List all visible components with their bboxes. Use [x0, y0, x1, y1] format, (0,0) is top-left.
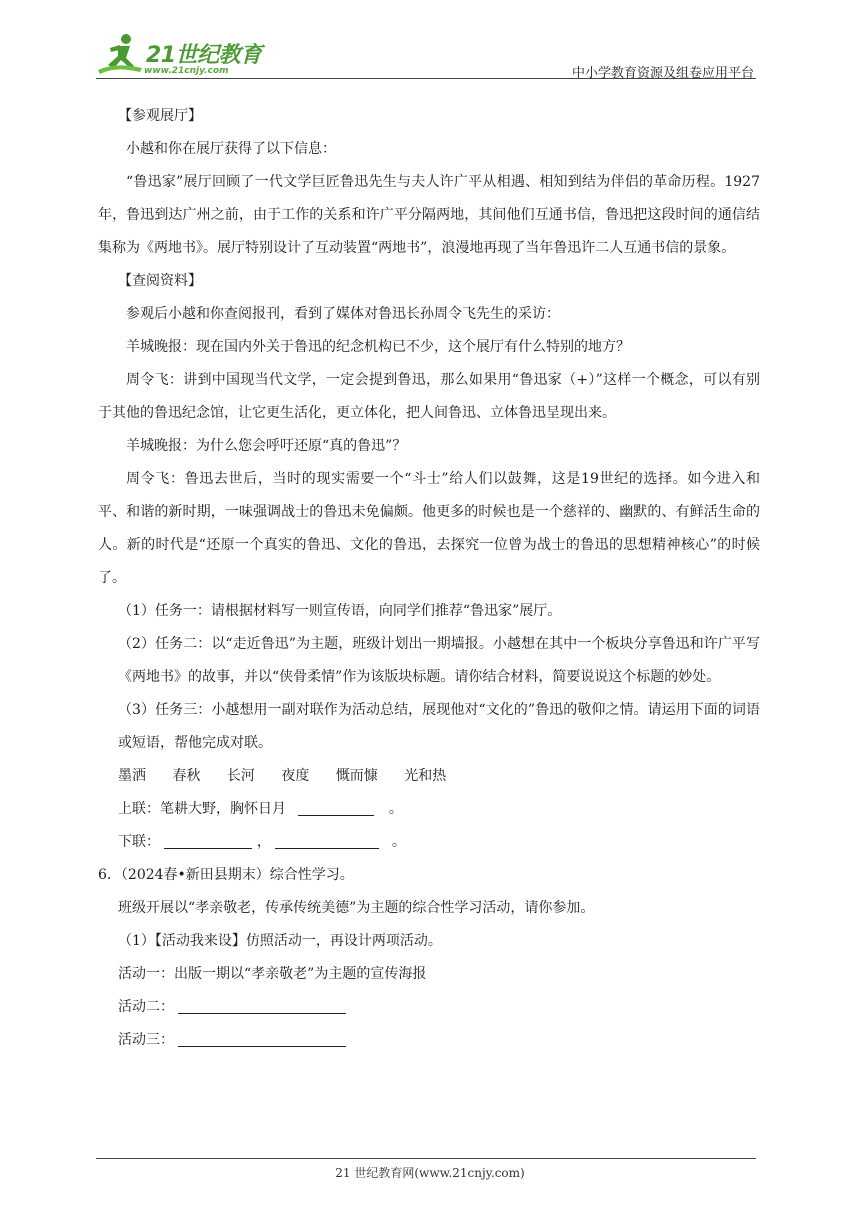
interview-answer-2: 周令飞：鲁迅去世后，当时的现实需要一个“斗士”给人们以鼓舞，这是19世纪的选择。如今进入和平、和谐的新时期，一味强调战士的鲁迅未免偏颇。他更多的时候也是一个慈祥的、幽默的、有鲜活生命的人。新的时代是“还原一个真实的鲁迅、文化的鲁迅，去探究一位曾为战士的鲁迅的思想精神核心”的时候了。	[98, 471, 760, 586]
activity-2	[98, 991, 760, 1024]
runner-logo-icon	[96, 32, 144, 76]
question-6-intro: 班级开展以“孝亲敬老，传承传统美德”为主题的综合性学习活动，请你参加。	[118, 900, 595, 916]
task-1: （1）任务一：请根据材料写一则宣传语，向同学们推荐“鲁迅家”展厅。	[118, 603, 562, 619]
couplet-lower-label: 下联：	[118, 834, 160, 850]
header-platform-text: 中小学教育资源及组卷应用平台	[571, 66, 754, 81]
activity-3	[98, 1024, 760, 1057]
visit-intro: 小越和你在展厅获得了以下信息：	[126, 141, 336, 157]
couplet-upper-end: 。	[388, 801, 403, 817]
task-3: （3）任务三：小越想用一副对联作为活动总结，展现他对“文化的”鲁迅的敬仰之情。请运用下面的词语或短语，帮他完成对联。	[118, 702, 760, 751]
interview-question-2: 羊城晚报：为什么您会呼吁还原“真的鲁迅”？	[126, 438, 407, 454]
couplet-upper-label: 上联：笔耕大野，胸怀日月	[118, 801, 286, 817]
question-6-sub1: （1）【活动我来设】仿照活动一，再设计两项活动。	[118, 933, 442, 949]
activity-2-label: 活动二：	[118, 999, 174, 1015]
word-list	[98, 760, 760, 793]
activity-2-blank[interactable]	[178, 995, 346, 1014]
word-item: 光和热	[404, 768, 447, 784]
research-heading: 【查阅资料】	[118, 273, 202, 289]
header-divider	[96, 78, 756, 79]
couplet-upper-blank[interactable]	[298, 797, 374, 816]
visit-heading: 【参观展厅】	[118, 108, 202, 124]
page-header	[96, 30, 756, 80]
interview-answer-1: 周令飞：讲到中国现当代文学，一定会提到鲁迅，那么如果用“鲁迅家（+）”这样一个概念，可以有别于其他的鲁迅纪念馆，让它更生活化，更立体化，把人间鲁迅、立体鲁迅呈现出来。	[98, 372, 760, 421]
couplet-lower-blank-1[interactable]	[164, 830, 252, 849]
logo	[96, 32, 266, 76]
couplet-lower-comma: ，	[256, 834, 271, 850]
word-item: 春秋	[172, 768, 201, 784]
logo-title: 21世纪教育	[146, 43, 262, 68]
activity-3-blank[interactable]	[178, 1028, 346, 1047]
word-item: 墨洒	[118, 768, 146, 784]
task-2: （2）任务二：以“走近鲁迅”为主题，班级计划出一期墙报。小越想在其中一个板块分享鲁迅和许广平写《两地书》的故事，并以“侠骨柔情”作为该版块标题。请你结合材料，简要说说这个标题的妙处。	[118, 636, 760, 685]
couplet-lower-blank-2[interactable]	[275, 830, 379, 849]
footer-divider	[96, 1158, 756, 1159]
visit-text: “鲁迅家”展厅回顾了一代文学巨匠鲁迅先生与夫人许广平从相遇、相知到结为伴侣的革命历程。1927年，鲁迅到达广州之前，由于工作的关系和许广平分隔两地，其间他们互通书信，鲁迅把这段时间的通信结集称为《两地书》。展厅特别设计了互动装置“两地书”，浪漫地再现了当年鲁迅许二人互通书信的景象。	[98, 174, 760, 256]
couplet-lower-end: 。	[391, 834, 406, 850]
logo-url: www.21cnjy.com	[144, 66, 229, 76]
activity-1: 活动一：出版一期以“孝亲敬老”为主题的宣传海报	[118, 966, 427, 982]
couplet-lower	[98, 826, 760, 859]
page-footer: 21 世纪教育网(www.21cnjy.com)	[335, 1166, 525, 1180]
word-item: 长河	[226, 768, 255, 784]
word-item: 夜度	[281, 768, 310, 784]
question-6-title: 6．（2024春•新田县期末）综合性学习。	[98, 867, 354, 883]
document-body	[98, 100, 760, 1057]
interview-question-1: 羊城晚报：现在国内外关于鲁迅的纪念机构已不少，这个展厅有什么特别的地方？	[126, 339, 630, 355]
research-intro: 参观后小越和你查阅报刊，看到了媒体对鲁迅长孙周令飞先生的采访：	[126, 306, 560, 322]
couplet-upper	[98, 793, 760, 826]
activity-3-label: 活动三：	[118, 1032, 174, 1048]
word-item: 慨而慷	[335, 768, 378, 784]
